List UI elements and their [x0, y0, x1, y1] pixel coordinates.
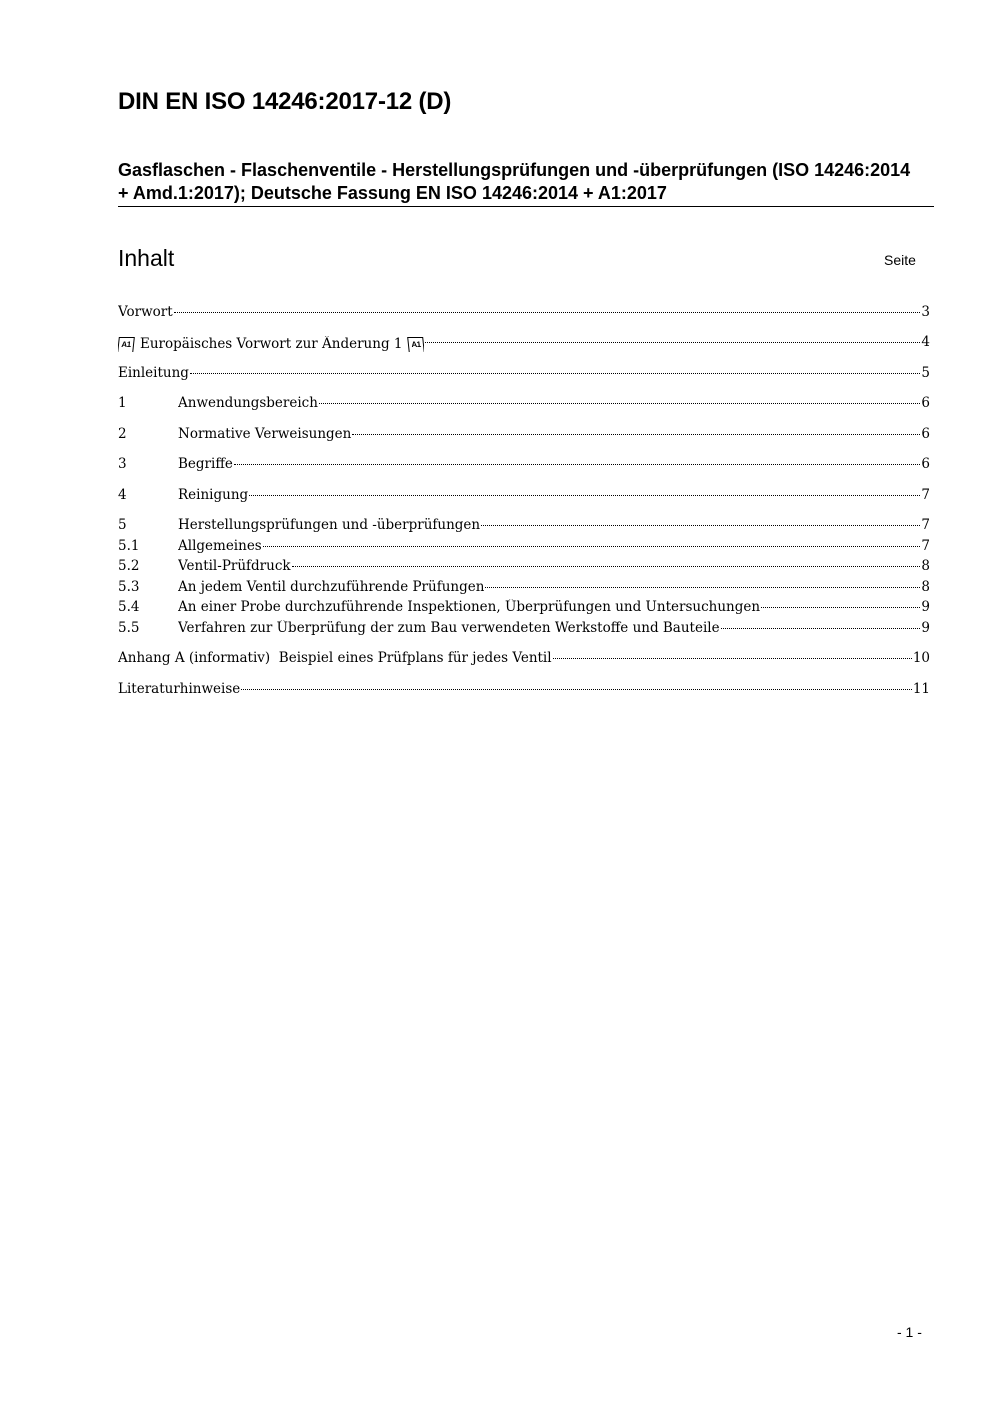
- toc-entry-title: Begriffe: [178, 456, 233, 472]
- toc-page-column-label: Seite: [884, 252, 916, 268]
- toc-leader-dots: [721, 627, 921, 629]
- toc-entry-title: Literaturhinweise: [118, 681, 241, 697]
- amendment-start-icon: A1: [118, 337, 135, 352]
- toc-entry-title: Reinigung: [178, 487, 249, 503]
- toc-entry-title: Europäisches Vorwort zur Änderung 1: [140, 336, 403, 352]
- toc-leader-dots: [234, 463, 921, 465]
- toc-entry-5-4[interactable]: [118, 599, 930, 617]
- toc-entry-title: Verfahren zur Überprüfung der zum Bau verwendeten Werkstoffe und Bauteile: [178, 620, 720, 636]
- toc-entry-page: 9: [921, 599, 930, 615]
- toc-entry-title: Herstellungsprüfungen und -überprüfungen: [178, 517, 481, 533]
- toc-entry-5[interactable]: [118, 517, 930, 535]
- toc-entry-3[interactable]: [118, 456, 930, 474]
- toc-entry-title: Vorwort: [118, 304, 173, 320]
- toc-leader-dots: [263, 545, 921, 547]
- toc-leader-dots: [292, 565, 921, 567]
- toc-leader-dots: [249, 494, 920, 496]
- toc-entry-number: 3: [118, 456, 127, 472]
- toc-entry-title: Einleitung: [118, 365, 189, 381]
- toc-entry-title: An jedem Ventil durchzuführende Prüfungen: [178, 579, 485, 595]
- toc-entry-page: 10: [912, 650, 930, 666]
- toc-entry-number: 5.3: [118, 579, 140, 595]
- toc-entry-einleitung[interactable]: [118, 365, 930, 383]
- toc-entry-page: 7: [921, 487, 930, 503]
- toc-entry-anhang-a[interactable]: [118, 650, 930, 668]
- toc-entry-4[interactable]: [118, 487, 930, 505]
- toc-heading: Inhalt: [118, 245, 175, 271]
- toc-entry-page: 11: [912, 681, 930, 697]
- toc-leader-dots: [190, 372, 920, 374]
- toc-entry-number: 5.5: [118, 620, 140, 636]
- document-title: DIN EN ISO 14246:2017-12 (D): [118, 88, 452, 115]
- toc-entry-title: Allgemeines: [178, 538, 262, 554]
- toc-leader-dots: [425, 341, 920, 343]
- toc-entry-title: Ventil-Prüfdruck: [178, 558, 291, 574]
- toc-leader-dots: [319, 402, 920, 404]
- toc-entry-page: 6: [921, 456, 930, 472]
- toc-entry-page: 9: [921, 620, 930, 636]
- amendment-end-icon: A1: [408, 337, 425, 352]
- toc-entry-page: 5: [921, 365, 930, 381]
- title-divider: [118, 206, 934, 207]
- toc-entry-page: 8: [921, 579, 930, 595]
- toc-leader-dots: [553, 657, 912, 659]
- toc-entry-page: 8: [921, 558, 930, 574]
- toc-entry-title: Normative Verweisungen: [178, 426, 352, 442]
- toc-entry-page: 3: [921, 304, 930, 320]
- toc-entry-number: 5.2: [118, 558, 140, 574]
- toc-leader-dots: [485, 586, 920, 588]
- document-subtitle: Gasflaschen - Flaschenventile - Herstellungsprüfungen und -überprüfungen (ISO 14246:2014 + Amd.1:2017); Deutsche Fassung EN ISO 14246:2014 + A1:2017: [118, 160, 911, 203]
- toc-entry-title: Anwendungsbereich: [178, 395, 318, 411]
- toc-entry-2[interactable]: [118, 426, 930, 444]
- page-number: - 1 -: [897, 1324, 922, 1340]
- toc-entry-europaeisches-vorwort[interactable]: [118, 334, 930, 352]
- toc-entry-title: An einer Probe durchzuführende Inspektionen, Überprüfungen und Untersuchungen: [178, 599, 761, 615]
- toc-entry-5-5[interactable]: [118, 620, 930, 638]
- toc-entry-1[interactable]: [118, 395, 930, 413]
- toc-entry-number: 2: [118, 426, 127, 442]
- toc-entry-number: 5.1: [118, 538, 140, 554]
- toc-entry-title: Anhang A (informativ) Beispiel eines Prüfplans für jedes Ventil: [118, 650, 552, 666]
- toc-entry-page: 4: [921, 334, 930, 350]
- toc-entry-vorwort[interactable]: [118, 304, 930, 322]
- toc-entry-number: 1: [118, 395, 127, 411]
- toc-entry-5-3[interactable]: [118, 579, 930, 597]
- toc-entry-page: 6: [921, 395, 930, 411]
- toc-entry-page: 7: [921, 538, 930, 554]
- toc-entry-literaturhinweise[interactable]: [118, 681, 930, 699]
- toc-entry-number: 4: [118, 487, 127, 503]
- toc-entry-page: 6: [921, 426, 930, 442]
- toc-leader-dots: [241, 688, 912, 690]
- toc-entry-number: 5: [118, 517, 127, 533]
- toc-leader-dots: [481, 524, 920, 526]
- toc-entry-5-1[interactable]: [118, 538, 930, 556]
- toc-leader-dots: [352, 433, 920, 435]
- toc-entry-page: 7: [921, 517, 930, 533]
- toc-leader-dots: [761, 606, 920, 608]
- toc-entry-5-2[interactable]: [118, 558, 930, 576]
- toc-leader-dots: [174, 311, 921, 313]
- toc-entry-number: 5.4: [118, 599, 140, 615]
